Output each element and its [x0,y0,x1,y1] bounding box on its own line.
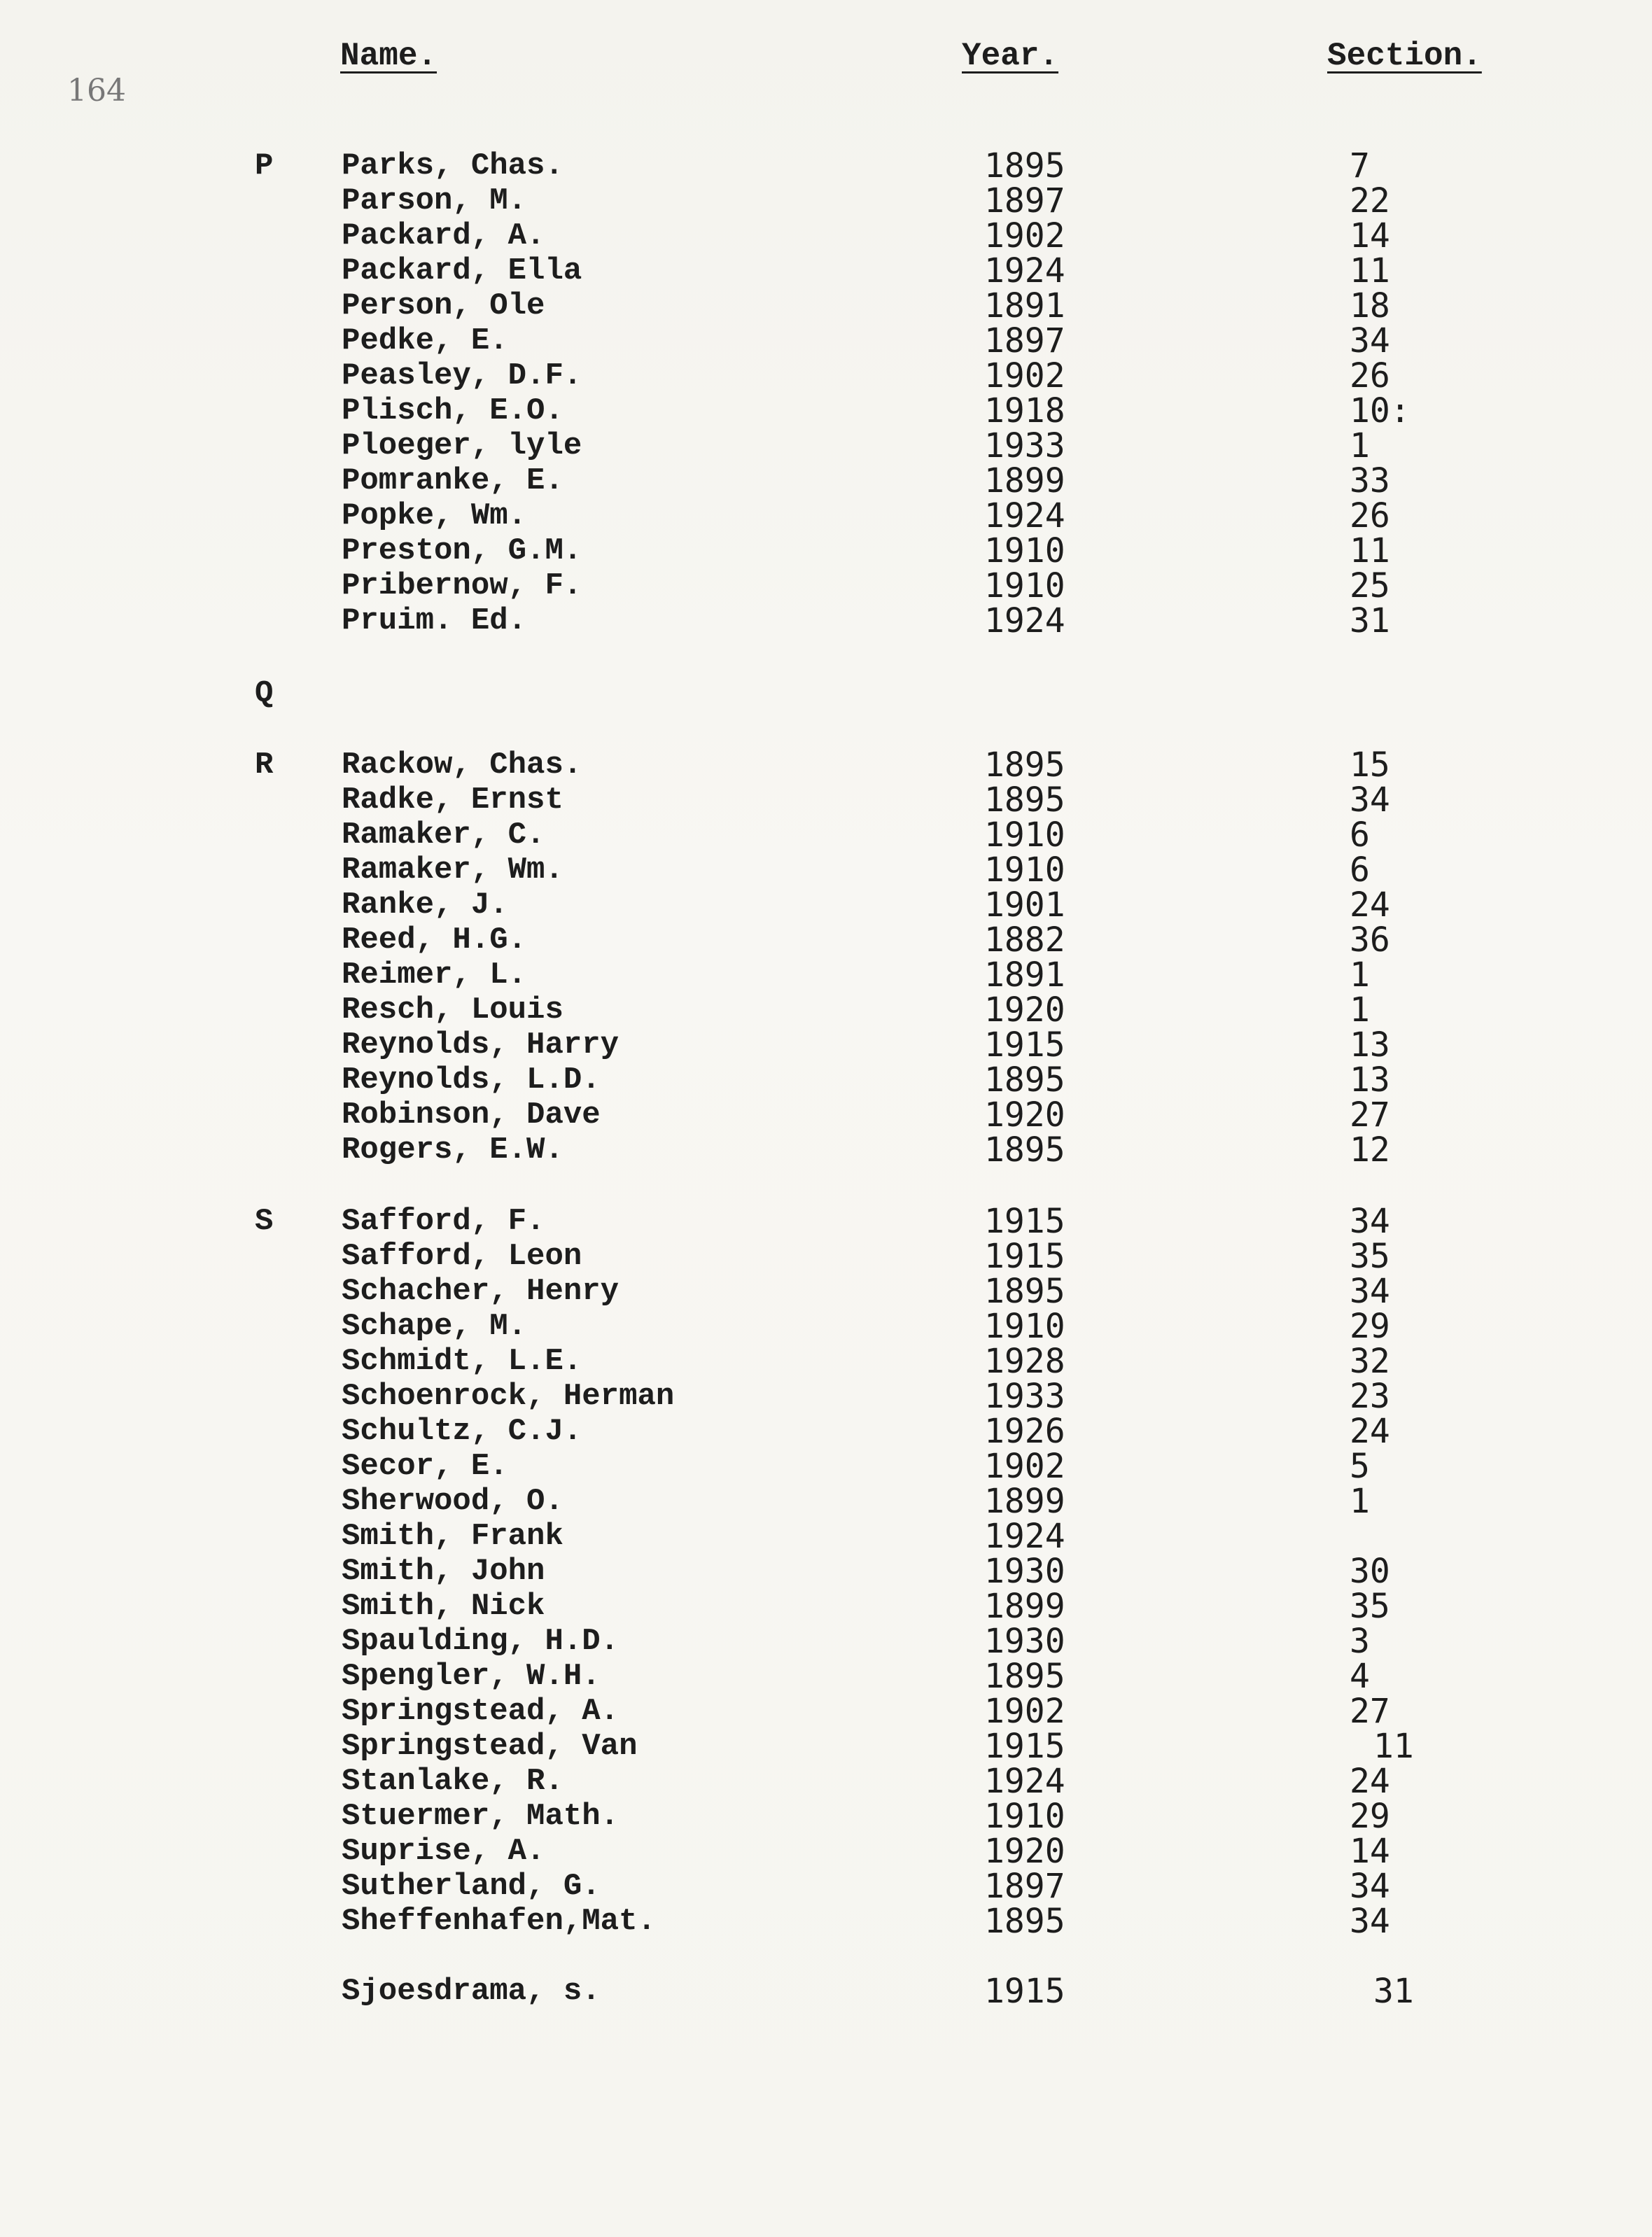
table-row [0,428,1652,463]
entry-name: Rackow, Chas. [342,748,582,783]
table-row [0,463,1652,498]
entry-year: 1930 [984,1622,1065,1661]
table-row [0,885,1652,925]
entry-section: 18 [1350,286,1390,325]
table-row [0,1484,1652,1519]
entry-year: 1895 [984,1657,1065,1696]
entry-year: 1915 [984,1202,1065,1241]
entry-section: 31 [1373,1972,1414,2011]
table-row [0,533,1652,568]
entry-year: 1895 [984,146,1065,185]
table-row [0,990,1652,1030]
section-letter: P [255,148,274,183]
entry-year: 1920 [984,990,1065,1030]
entry-section: 34 [1350,1902,1390,1941]
entry-year: 1924 [984,496,1065,535]
entry-year: 1902 [984,356,1065,395]
entry-section: 34 [1350,780,1390,820]
entry-year: 1933 [984,1377,1065,1416]
entry-name: Smith, Nick [342,1589,545,1624]
entry-section: 27 [1350,1692,1390,1731]
entry-year: 1899 [984,1482,1065,1521]
entry-name: Sherwood, O. [342,1484,564,1519]
entry-year: 1924 [984,251,1065,290]
entry-year: 1910 [984,815,1065,855]
entry-name: Parson, M. [342,183,527,218]
entry-name: Reimer, L. [342,958,527,993]
entry-section: 26 [1350,496,1390,535]
entry-section: 6 [1350,815,1370,855]
entry-section: 34 [1350,1867,1390,1906]
table-row [0,288,1652,323]
table-row [0,323,1652,358]
table-row [0,1025,1652,1065]
entry-year: 1895 [984,1902,1065,1941]
entry-section: 25 [1350,566,1390,605]
entry-section: 3 [1350,1622,1370,1661]
entry-name: Popke, Wm. [342,498,527,533]
entry-name: Stuermer, Math. [342,1799,620,1834]
entry-year: 1882 [984,920,1065,960]
entry-year: 1924 [984,1762,1065,1801]
entry-section: 4 [1350,1657,1370,1696]
table-row [0,218,1652,253]
table-row [0,1379,1652,1414]
table-row [0,920,1652,960]
table-row [0,1095,1652,1135]
entry-name: Springstead, A. [342,1694,620,1729]
entry-section: 11 [1350,251,1390,290]
entry-name: Preston, G.M. [342,533,582,568]
entry-year: 1910 [984,531,1065,570]
entry-name: Spengler, W.H. [342,1659,601,1694]
entry-year: 1899 [984,1587,1065,1626]
table-row [0,148,1652,183]
entry-year: 1891 [984,286,1065,325]
table-row [0,1624,1652,1659]
entry-name: Sjoesdrama, s. [342,1974,601,2009]
entry-year: 1910 [984,566,1065,605]
table-row [0,1204,1652,1239]
table-row [0,1554,1652,1589]
entry-section: 22 [1350,181,1390,220]
entry-year: 1920 [984,1095,1065,1135]
entry-year: 1897 [984,1867,1065,1906]
entry-name: Smith, John [342,1554,545,1589]
entry-year: 1924 [984,1517,1065,1556]
table-row [0,745,1652,785]
table-row [0,253,1652,288]
entry-section: 24 [1350,1762,1390,1801]
table-row [0,1309,1652,1344]
entry-section: 34 [1350,1202,1390,1241]
entry-section: 29 [1350,1307,1390,1346]
table-row [0,1974,1652,2009]
entry-section: 1 [1350,426,1370,465]
entry-section: 27 [1350,1095,1390,1135]
entry-name: Schacher, Henry [342,1274,620,1309]
table-row [0,568,1652,603]
entry-name: Safford, F. [342,1204,545,1239]
entry-section: 14 [1350,1832,1390,1871]
entry-section: 1 [1350,955,1370,995]
entry-name: Robinson, Dave [342,1098,601,1132]
entry-name: Schape, M. [342,1309,527,1344]
page-number: 164 [67,73,126,108]
entry-name: Reynolds, L.D. [342,1063,601,1098]
table-row [0,1904,1652,1939]
entry-name: Sheffenhafen,Mat. [342,1904,656,1939]
entry-year: 1895 [984,1060,1065,1100]
entry-section: 34 [1350,321,1390,360]
entry-year: 1926 [984,1412,1065,1451]
entry-section: 35 [1350,1237,1390,1276]
entry-name: Rogers, E.W. [342,1132,564,1167]
entry-name: Schultz, C.J. [342,1414,582,1449]
entry-year: 1895 [984,780,1065,820]
entry-year: 1897 [984,321,1065,360]
table-row [0,393,1652,428]
entry-name: Radke, Ernst [342,783,564,818]
entry-year: 1915 [984,1972,1065,2011]
entry-year: 1891 [984,955,1065,995]
entry-name: Sutherland, G. [342,1869,601,1904]
table-row [0,1344,1652,1379]
entry-year: 1924 [984,601,1065,640]
entry-section: 29 [1350,1797,1390,1836]
entry-year: 1895 [984,745,1065,785]
section-letter: Q [255,676,274,711]
entry-section: 11 [1350,531,1390,570]
entry-year: 1915 [984,1237,1065,1276]
entry-name: Plisch, E.O. [342,393,564,428]
entry-year: 1915 [984,1727,1065,1766]
entry-name: Peasley, D.F. [342,358,582,393]
table-row [0,780,1652,820]
entry-name: Parks, Chas. [342,148,564,183]
table-row [0,603,1652,638]
header-name: Name. [340,38,438,74]
table-row [0,815,1652,855]
section-letter: R [255,748,274,783]
entry-year: 1910 [984,1797,1065,1836]
entry-year: 1930 [984,1552,1065,1591]
entry-year: 1895 [984,1130,1065,1170]
entry-name: Spaulding, H.D. [342,1624,620,1659]
entry-name: Person, Ole [342,288,545,323]
entry-section: 13 [1350,1025,1390,1065]
table-row [0,1589,1652,1624]
entry-name: Ploeger, lyle [342,428,582,463]
entry-name: Pribernow, F. [342,568,582,603]
table-row [0,1519,1652,1554]
entry-section: 26 [1350,356,1390,395]
entry-section: 32 [1350,1342,1390,1381]
entry-section: 31 [1350,601,1390,640]
table-row [0,358,1652,393]
entry-name: Secor, E. [342,1449,508,1484]
entry-section: 24 [1350,885,1390,925]
entry-name: Suprise, A. [342,1834,545,1869]
table-row [0,1729,1652,1764]
table-row [0,1060,1652,1100]
table-row [0,676,1652,711]
table-row [0,1239,1652,1274]
entry-section: 13 [1350,1060,1390,1100]
entry-name: Ramaker, Wm. [342,853,564,888]
table-row [0,1130,1652,1170]
entry-section: 6 [1350,850,1370,890]
table-row [0,1274,1652,1309]
table-row [0,1799,1652,1834]
entry-name: Packard, Ella [342,253,582,288]
header-section: Section. [1327,38,1482,74]
entry-section: 35 [1350,1587,1390,1626]
entry-year: 1897 [984,181,1065,220]
entry-name: Schoenrock, Herman [342,1379,675,1414]
entry-name: Reed, H.G. [342,923,527,958]
table-row [0,1414,1652,1449]
entry-year: 1910 [984,1307,1065,1346]
entry-year: 1918 [984,391,1065,430]
entry-year: 1915 [984,1025,1065,1065]
header-year: Year. [962,38,1059,74]
entry-year: 1901 [984,885,1065,925]
entry-name: Reynolds, Harry [342,1028,620,1063]
entry-section: 1 [1350,1482,1370,1521]
entry-year: 1928 [984,1342,1065,1381]
entry-section: 15 [1350,745,1390,785]
entry-name: Springstead, Van [342,1729,638,1764]
table-row [0,1834,1652,1869]
entry-name: Smith, Frank [342,1519,564,1554]
entry-name: Stanlake, R. [342,1764,564,1799]
entry-year: 1920 [984,1832,1065,1871]
table-row [0,183,1652,218]
entry-section: 33 [1350,461,1390,500]
entry-name: Ramaker, C. [342,818,545,853]
entry-section: 14 [1350,216,1390,255]
entry-year: 1933 [984,426,1065,465]
entry-year: 1902 [984,1447,1065,1486]
entry-name: Ranke, J. [342,888,508,923]
entry-section: 34 [1350,1272,1390,1311]
table-row [0,955,1652,995]
entry-name: Resch, Louis [342,993,564,1028]
entry-section: 36 [1350,920,1390,960]
table-row [0,1764,1652,1799]
entry-section: 12 [1350,1130,1390,1170]
entry-name: Schmidt, L.E. [342,1344,582,1379]
entry-name: Safford, Leon [342,1239,582,1274]
section-letter: S [255,1204,274,1239]
entry-section: 11 [1373,1727,1414,1766]
table-row [0,498,1652,533]
entry-year: 1895 [984,1272,1065,1311]
entry-year: 1902 [984,216,1065,255]
entry-year: 1902 [984,1692,1065,1731]
entry-section: 1 [1350,990,1370,1030]
entry-section: 5 [1350,1447,1370,1486]
entry-year: 1910 [984,850,1065,890]
entry-section: 30 [1350,1552,1390,1591]
entry-section: 24 [1350,1412,1390,1451]
entry-section: 7 [1350,146,1370,185]
table-row [0,1449,1652,1484]
table-row [0,850,1652,890]
table-row [0,1659,1652,1694]
entry-name: Pomranke, E. [342,463,564,498]
entry-name: Packard, A. [342,218,545,253]
entry-section: 10: [1350,391,1410,430]
table-row [0,1694,1652,1729]
table-row [0,1869,1652,1904]
entry-name: Pedke, E. [342,323,508,358]
entry-year: 1899 [984,461,1065,500]
entry-name: Pruim. Ed. [342,603,527,638]
entry-section: 23 [1350,1377,1390,1416]
